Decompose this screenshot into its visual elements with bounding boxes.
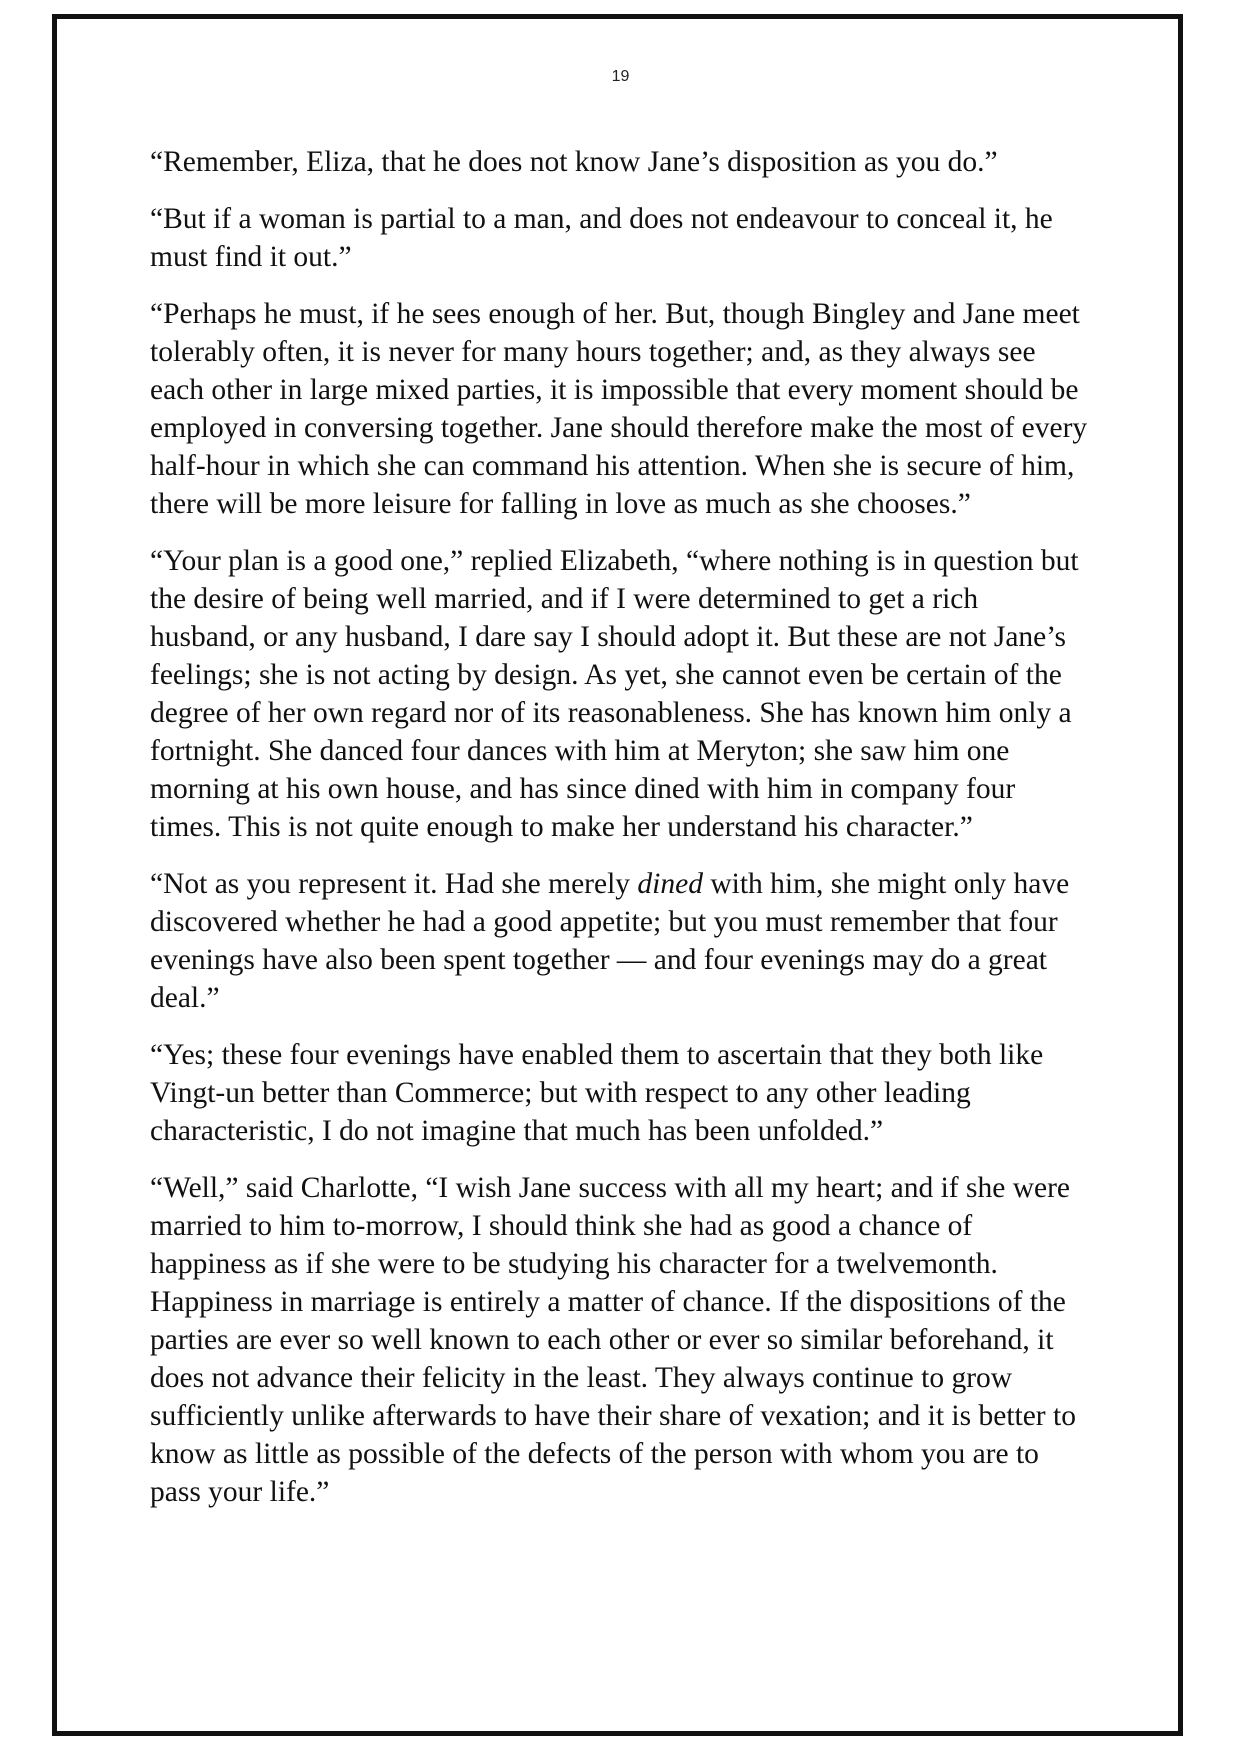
text-body <box>150 143 1090 1530</box>
paragraph <box>150 865 1090 1017</box>
paragraph: “Perhaps he must, if he sees enough of her. But, though Bingley and Jane meet tolerably often, it is never for many hours together; and, as they always see each other in large mixed parties, it is impossible that every moment should be employed in conversing together. Jane should therefore make the most of every half-hour in which she can command his attention. When she is secure of him, there will be more leisure for falling in love as much as she chooses.” <box>150 298 1088 520</box>
paragraph-text: “Not as you represent it. Had she merely <box>150 868 638 900</box>
paragraph: “Your plan is a good one,” replied Elizabeth, “where nothing is in question but the desire of being well married, and if I were determined to get a rich husband, or any husband, I dare say I should adopt it. But these are not Jane’s feelings; she is not acting by design. As yet, she cannot even be certain of the degree of her own regard nor of its reasonableness. She has known him only a fortnight. She danced four dances with him at Meryton; she saw him one morning at his own house, and has since dined with him in company four times. This is not quite enough to make her understand his character.” <box>150 545 1079 843</box>
paragraph: “Yes; these four evenings have enabled them to ascertain that they both like Vingt-un better than Commerce; but with respect to any other leading characteristic, I do not imagine that much has been unfolded.” <box>150 1039 1044 1147</box>
italic-emphasis: dined <box>637 868 703 900</box>
page-number: 19 <box>611 68 630 85</box>
paragraph: “But if a woman is partial to a man, and does not endeavour to conceal it, he must find it out.” <box>150 203 1053 273</box>
paragraph: “Remember, Eliza, that he does not know Jane’s disposition as you do.” <box>150 146 998 178</box>
paragraph-text: with him, she might only have discovered whether he had a good appetite; but you must remember that four evenings have also been spent together — and four evenings may do a great deal.” <box>150 868 1070 1014</box>
paragraph: “Well,” said Charlotte, “I wish Jane success with all my heart; and if she were married to him to-morrow, I should think she had as good a chance of happiness as if she were to be studying his character for a twelvemonth. Happiness in marriage is entirely a matter of chance. If the dispositions of the parties are ever so well known to each other or ever so similar beforehand, it does not advance their felicity in the least. They always continue to grow sufficiently unlike afterwards to have their share of vexation; and it is better to know as little as possible of the defects of the person with whom you are to pass your life.” <box>150 1172 1076 1508</box>
